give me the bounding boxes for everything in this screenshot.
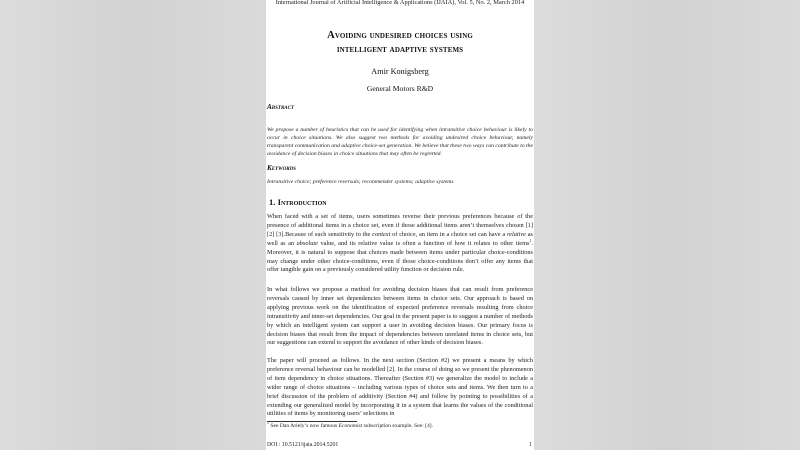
para1-relative: relative	[506, 230, 526, 238]
keywords-heading: Keywords	[267, 164, 296, 172]
para1-part-c: as well as an	[267, 230, 533, 247]
intro-paragraph-1	[267, 213, 533, 275]
para1-part-e: . Moreover, it is natural to suppose that choices made between items under particular choice-conditions may change under other choice-conditions, even if those choice-conditions don’t offer any items that offer tangible gain on a previously considered utility function or decision rule.	[267, 239, 533, 274]
author-name: Amir Konigsberg	[371, 67, 429, 76]
title-line-2: intelligent adaptive systems	[336, 44, 464, 55]
page-number: 1	[529, 442, 532, 448]
para1-part-a: When faced with a set of items, users sometimes reverse their previous preferences because of the presence of additional items in a choice set, even if those additional items aren’t themselves chosen [1] [2] [3].Because of such sensitivity to the	[267, 213, 533, 238]
footnote-ref: 1	[529, 237, 532, 243]
abstract-heading: Abstract	[267, 103, 295, 111]
title-line-1: Avoiding undesired choices using	[327, 30, 473, 41]
footnote-italic: Economist	[338, 423, 363, 429]
introduction-heading: 1. Introduction	[269, 197, 327, 207]
para1-absolute: absolute	[296, 239, 318, 247]
footnote-mark: 1	[267, 420, 269, 426]
para1-part-d: value, and its relative value is often a function of how it relates to other items	[317, 239, 530, 247]
doi-text: DOI : 10.5121/ijaia.2014.5201	[267, 442, 339, 448]
keywords-text: Intransitive choice; preference reversals; recommender systems; adaptive systems	[267, 179, 454, 185]
paper-title	[266, 29, 534, 57]
intro-paragraph-3: The paper will proceed as follows. In the next section (Section #2) we present a means by which preference reversal behaviour can be modelled [2]. In the course of doing so we present the phenomenon of item dependency in choice situations. Thereafter (Section #3) we generalize the model to include a wider range of choice situations – including various types of choice sets and items. We then turn to a brief discussion of the problem of additivity (Section #4) and follow by pointing to possibilities of a extending our generalized model by incorporating it in a system that learns the values of the conditional utilities of items by monitoring users’ selections in	[267, 357, 533, 418]
para1-context: context	[372, 230, 391, 238]
author-affiliation: General Motors R&D	[366, 84, 434, 93]
viewer-background-right	[534, 0, 800, 450]
footnote-part-b: subscription example. See: [4].	[362, 423, 434, 429]
footnote	[267, 420, 533, 429]
para1-part-b: of choice, an item in a choice set can have a	[390, 230, 507, 238]
running-head: International Journal of Artificial Intelligence & Applications (IJAIA), Vol. 5, No. 2, March 2014	[275, 0, 525, 6]
footnote-part-a: See Dan Ariely’s now famous	[269, 423, 339, 429]
intro-paragraph-2: In what follows we propose a method for avoiding decision biases that can result from preference reversals caused by inner set dependencies between items in choice sets. Our approach is based on applying previous work on the identification of expected preference reversals resulting from choice intransitivity and inner-set dependencies. Our goal in the present paper is to suggest a number of methods by which an intelligent system can support a user in avoiding decision biases. Our primary focus is decision biases that result from the impact of dependencies between unrelated items in choice sets, but our suggestions can extend to support the avoidance of other kinds of decision biases.	[267, 286, 533, 347]
footnote-divider	[267, 421, 357, 422]
document-page	[266, 0, 534, 450]
viewer-background-left	[0, 0, 266, 450]
abstract-text: We propose a number of heuristics that can be used for identifying when intransitive choice behaviour is likely to occur in choice situations. We also suggest two methods for avoiding undesired choice behaviour, namely transparent communication and adaptive choice-set generation. We believe that these two ways can contribute to the avoidance of decision biases in choice situations that may often be regretted.	[267, 127, 533, 157]
